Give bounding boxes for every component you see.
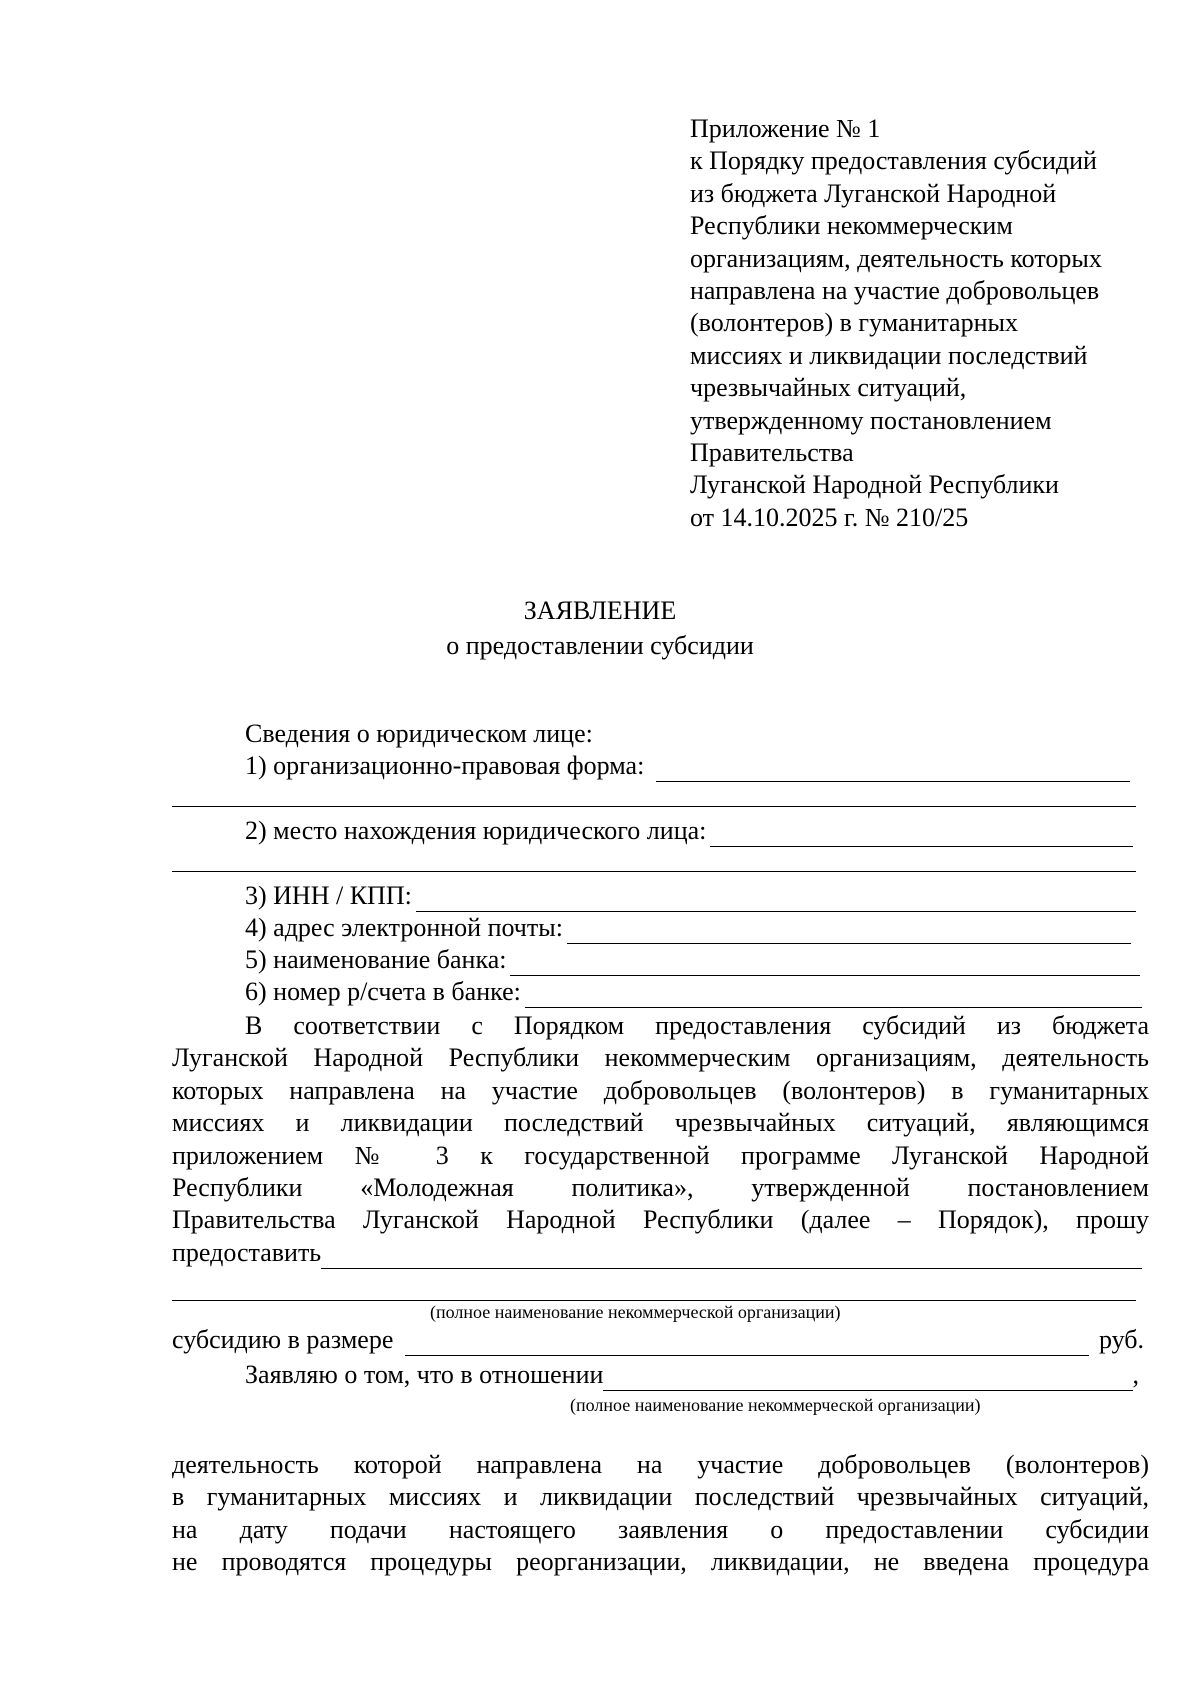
paragraph-line: Республики «Молодежная политика», утвержденной постановлением <box>172 1172 1149 1202</box>
field-inn-kpp-input[interactable] <box>416 885 1136 912</box>
paragraph-declaration <box>172 1449 1149 1579</box>
paragraph-line: В соответствии с Порядком предоставления субсидий из бюджета <box>245 1011 1149 1040</box>
paragraph-line: в гуманитарных миссиях и ликвидации последствий чрезвычайных ситуаций, <box>172 1482 1149 1512</box>
document-title <box>0 593 1200 663</box>
paragraph-request <box>172 1010 1149 1237</box>
title-main: ЗАЯВЛЕНИЕ <box>523 596 677 625</box>
field-account-number-label: 6) номер р/счета в банке: <box>245 977 521 1006</box>
field-bank-name-input[interactable] <box>510 949 1140 976</box>
field-subsidy-amount-label: субсидию в размере <box>172 1325 394 1354</box>
field-declare-label: Заявляю о том, что в отношении <box>245 1360 604 1389</box>
paragraph-line: Луганской Народной Республики некоммерческим организациям, деятельность <box>172 1043 1149 1073</box>
caption-org-name: (полное наименование некоммерческой организации) <box>430 1302 841 1322</box>
field-provide-label: предоставить <box>172 1238 322 1267</box>
form-intro-label: Сведения о юридическом лице: <box>245 719 593 748</box>
appendix-header <box>690 113 1102 534</box>
field-legal-form-input[interactable] <box>656 755 1130 782</box>
appendix-line: Приложение № 1 <box>690 114 881 143</box>
appendix-line: Луганской Народной Республики <box>690 470 1059 500</box>
field-inn-kpp <box>245 880 1136 912</box>
field-declare-org-input[interactable] <box>603 1364 1132 1391</box>
comma: , <box>1132 1360 1139 1389</box>
field-email-input[interactable] <box>567 917 1131 944</box>
appendix-line: утвержденному постановлением <box>690 405 1052 435</box>
field-declare <box>245 1359 1139 1391</box>
appendix-line: (волонтеров) в гуманитарных <box>690 308 1018 338</box>
appendix-line: из бюджета Луганской Народной <box>690 178 1057 208</box>
field-account-number-input[interactable] <box>525 981 1142 1008</box>
field-bank-name-label: 5) наименование банка: <box>245 945 507 974</box>
appendix-line: чрезвычайных ситуаций, <box>690 373 967 403</box>
field-bank-name <box>245 944 1140 976</box>
appendix-line: Республики некоммерческим <box>690 211 1013 241</box>
field-email-label: 4) адрес электронной почты: <box>245 913 563 942</box>
field-email <box>245 912 1131 944</box>
appendix-line: миссиях и ликвидации последствий <box>690 340 1088 370</box>
field-location-input-line2[interactable] <box>172 871 1136 872</box>
paragraph-line: Правительства Луганской Народной Республики (далее – Порядок), прошу <box>172 1205 1149 1235</box>
form-intro <box>245 718 593 750</box>
field-location-input[interactable] <box>710 820 1133 847</box>
appendix-line: от 14.10.2025 г. № 210/25 <box>690 502 969 532</box>
field-legal-form <box>245 750 1130 782</box>
field-inn-kpp-label: 3) ИНН / КПП: <box>245 881 412 910</box>
field-subsidy-amount-input[interactable] <box>405 1329 1089 1356</box>
paragraph-line: которых направлена на участие добровольцев (волонтеров) в гуманитарных <box>172 1075 1149 1105</box>
appendix-line: направлена на участие добровольцев <box>690 275 1100 305</box>
field-location <box>245 815 1133 847</box>
field-org-name-input-line2[interactable] <box>172 1300 1136 1301</box>
caption-org-name-2: (полное наименование некоммерческой организации) <box>570 1395 981 1415</box>
paragraph-line: приложением № 3 к государственной программе Луганской Народной <box>172 1140 1149 1170</box>
field-location-label: 2) место нахождения юридического лица: <box>245 816 707 845</box>
field-legal-form-label: 1) организационно-правовая форма: <box>245 751 645 780</box>
title-sub: о предоставлении субсидии <box>446 631 754 660</box>
paragraph-line: деятельность которой направлена на участие добровольцев (волонтеров) <box>172 1450 1149 1479</box>
paragraph-line: на дату подачи настоящего заявления о предоставлении субсидии <box>172 1514 1149 1544</box>
appendix-line: организациям, деятельность которых <box>690 243 1102 273</box>
paragraph-line: миссиях и ликвидации последствий чрезвычайных ситуаций, являющимся <box>172 1108 1149 1138</box>
appendix-line: Правительства <box>690 437 854 467</box>
field-provide <box>172 1237 1142 1269</box>
field-subsidy-amount <box>172 1324 1144 1356</box>
field-legal-form-input-line2[interactable] <box>172 806 1136 807</box>
field-org-name-input[interactable] <box>321 1242 1142 1269</box>
paragraph-line: не проводятся процедуры реорганизации, ликвидации, не введена процедура <box>172 1547 1149 1577</box>
appendix-line: к Порядку предоставления субсидий <box>690 146 1097 176</box>
currency-label: руб. <box>1098 1325 1144 1354</box>
field-account-number <box>245 976 1142 1008</box>
